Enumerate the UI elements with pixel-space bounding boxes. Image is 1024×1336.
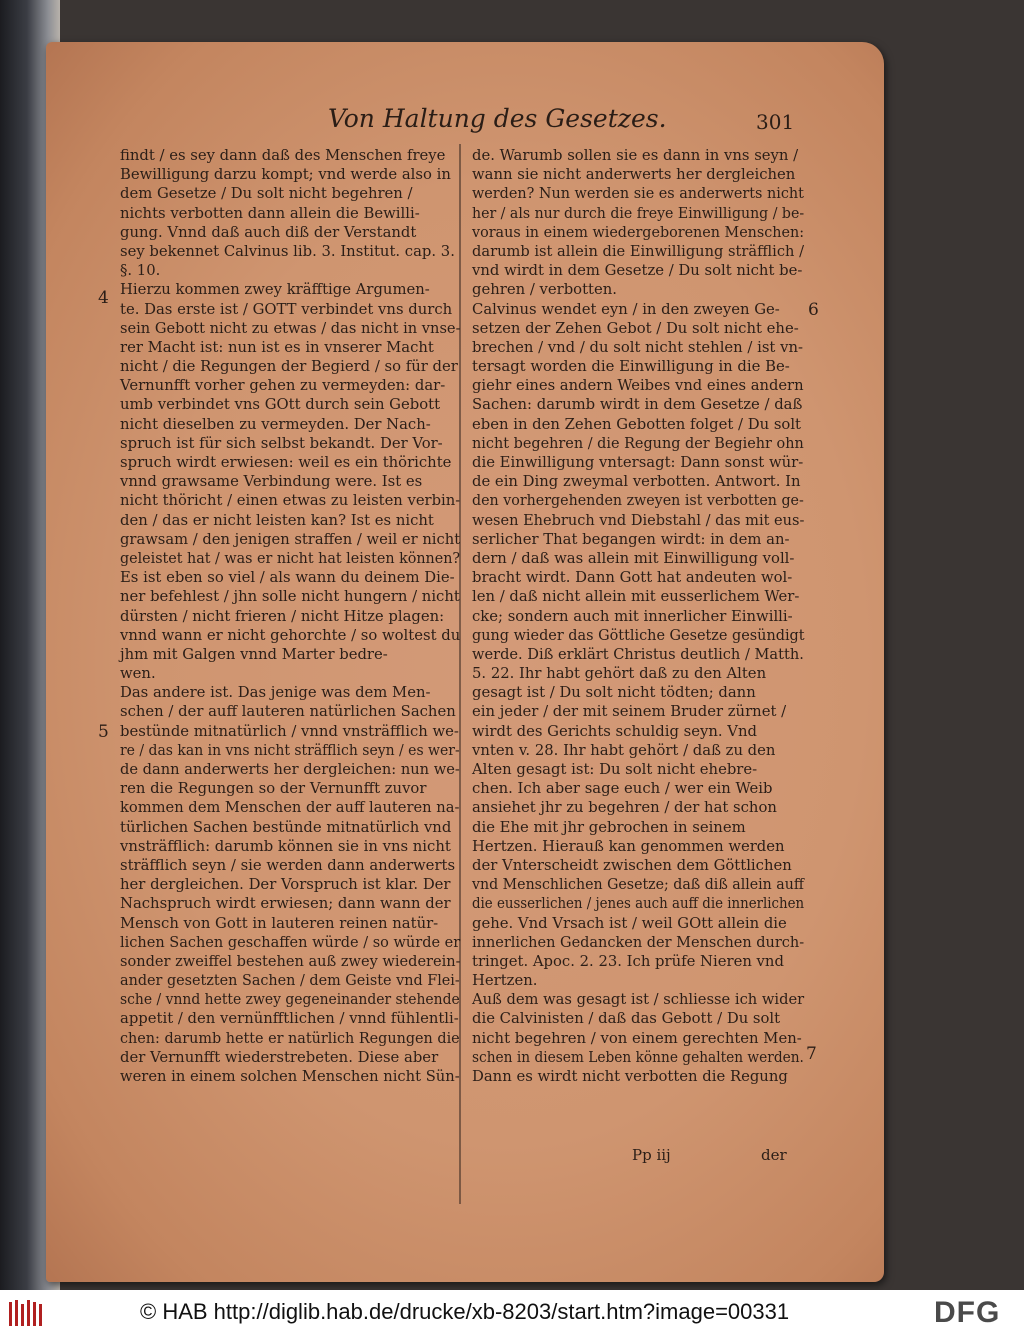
left-column-line: re / das kan in vns nicht sträfflich seyn / es wer- xyxy=(120,741,460,759)
right-column-line: Auß dem was gesagt ist / schliesse ich wider xyxy=(472,991,805,1009)
left-column-line: wen. xyxy=(120,665,156,683)
left-column-line: lichen Sachen geschaffen würde / so würde er xyxy=(120,933,461,951)
right-column-line: de. Warumb sollen sie es dann in vns seyn / xyxy=(472,147,799,164)
right-column-line: die Calvinisten / daß das Gebott / Du solt xyxy=(472,1010,781,1028)
right-column-line: schen in diesem Leben könne gehalten werden. xyxy=(472,1048,804,1066)
right-column-line: serlicher That begangen wirdt: in dem an- xyxy=(472,530,790,548)
right-column-line: gehren / verbotten. xyxy=(472,281,617,299)
left-column-line: jhm mit Galgen vnnd Marter bedre- xyxy=(120,645,388,663)
right-text-column xyxy=(472,146,804,1086)
left-column-line: Es ist eben so viel / als wann du deinem Die- xyxy=(120,569,455,587)
left-column-line: spruch ist für sich selbst bekandt. Der Vor- xyxy=(120,434,443,452)
left-column-line: de dann anderwerts her dergleichen: nun we- xyxy=(120,761,460,778)
left-column-line: sträfflich seyn / sie werden dann anderwerts xyxy=(120,856,456,874)
left-column-line: der Vernunfft wiederstrebeten. Diese aber xyxy=(120,1048,439,1066)
running-title: Von Haltung des Gesetzes. xyxy=(328,104,667,133)
left-column-line: ner befehlest / jhn solle nicht hungern / nicht xyxy=(120,588,460,606)
right-column-line: werde. Diß erklärt Christus deutlich / Matth. xyxy=(472,645,804,663)
left-column-line: §. 10. xyxy=(120,262,161,280)
left-column-line: nicht thöricht / einen etwas zu leisten verbin- xyxy=(120,492,461,510)
left-column-line: chen: darumb hette er natürlich Regungen die xyxy=(120,1029,460,1047)
right-column-line: der Vnterscheidt zwischen dem Göttlichen xyxy=(472,856,792,874)
page-header xyxy=(46,102,884,142)
left-column-line: den / das er nicht leisten kan? Ist es nicht xyxy=(120,511,434,529)
left-column-line: grawsam / den jenigen straffen / weil er nicht xyxy=(120,530,461,548)
left-column-line: Nachspruch wirdt erwiesen; dann wann der xyxy=(120,895,451,913)
right-column-line: wirdt des Gerichts schuldig seyn. Vnd xyxy=(472,722,757,740)
left-column-line: te. Das erste ist / GOTT verbindet vns durch xyxy=(120,300,453,318)
left-column-line: sey bekennet Calvinus lib. 3. Institut. cap. 3. xyxy=(120,242,455,260)
hab-logo-icon xyxy=(6,1296,46,1330)
left-column-line: ren die Regungen so der Vernunfft zuvor xyxy=(120,780,427,798)
left-column-line: vnnd wann er nicht gehorchte / so woltest du xyxy=(120,626,461,644)
left-column-line: gung. Vnnd daß auch diß der Verstandt xyxy=(120,223,417,241)
left-column-line: dürsten / nicht frieren / nicht Hitze plagen: xyxy=(120,607,445,625)
dfg-logo: DFG xyxy=(934,1296,1001,1329)
right-column-line: de ein Ding zweymal verbotten. Antwort. In xyxy=(472,473,801,491)
left-column-line: nichts verbotten dann allein die Bewilli- xyxy=(120,204,420,222)
margin-number-7: 7 xyxy=(806,1044,817,1064)
right-column-line: cke; sondern auch mit innerlicher Einwilli- xyxy=(472,607,793,625)
left-column-line: nicht / die Regungen der Begierd / so für der xyxy=(120,358,458,376)
left-column-line: her dergleichen. Der Vorspruch ist klar. Der xyxy=(120,876,451,894)
right-column-line: vnten v. 28. Ihr habt gehört / daß zu den xyxy=(472,741,776,759)
right-column-line: vnd wirdt in dem Gesetze / Du solt nicht be- xyxy=(472,262,803,280)
left-column-line: Vernunfft vorher gehen zu vermeyden: dar- xyxy=(120,377,446,395)
signature-mark: Pp iij xyxy=(632,1146,671,1164)
right-column-line: bracht wirdt. Dann Gott hat andeuten wol- xyxy=(472,569,793,587)
left-column-line: Das andere ist. Das jenige was dem Men- xyxy=(120,684,431,702)
left-column-line: sonder zweiffel bestehen auß zwey wiederein- xyxy=(120,952,461,970)
right-column-line: dern / daß was allein mit Einwilligung voll- xyxy=(472,549,795,567)
right-column-line: die Ehe mit jhr gebrochen in seinem xyxy=(472,818,746,836)
right-column-line: gehe. Vnd Vrsach ist / weil GOtt allein die xyxy=(472,914,787,932)
margin-number-5: 5 xyxy=(98,722,109,742)
left-column-line: dem Gesetze / Du solt nicht begehren / xyxy=(120,185,413,203)
right-column-line: gesagt ist / Du solt nicht tödten; dann xyxy=(472,684,756,702)
right-column-line: darumb ist allein die Einwilligung sträfflich / xyxy=(472,242,805,260)
margin-number-6: 6 xyxy=(808,300,819,320)
left-column-line: sche / vnnd hette zwey gegeneinander stehende xyxy=(120,991,460,1009)
left-column-line: Mensch von Gott in lauteren reinen natür- xyxy=(120,914,439,932)
right-column-line: die Einwilligung vntersagt: Dann sonst wür- xyxy=(472,454,804,471)
left-column-line: weren in einem solchen Menschen nicht Sün- xyxy=(120,1068,460,1085)
left-column-line: vnsträfflich: darumb können sie in vns nicht xyxy=(120,837,451,855)
right-column-line: setzen der Zehen Gebot / Du solt nicht ehe- xyxy=(472,319,799,337)
right-column-line: den vorhergehenden zweyen ist verbotten ge- xyxy=(472,492,804,510)
left-column-line: spruch wirdt erwiesen: weil es ein thörichte xyxy=(120,454,452,471)
right-column-line: ein jeder / der mit seinem Bruder zürnet / xyxy=(472,703,787,721)
left-column-line: appetit / den vernünfftlichen / vnnd fühlentli- xyxy=(120,1010,459,1028)
left-text-column xyxy=(120,146,460,1086)
right-column-line: innerlichen Gedancken der Menschen durch- xyxy=(472,933,805,951)
right-column-line: tringet. Apoc. 2. 23. Ich prüfe Nieren vnd xyxy=(472,952,784,970)
left-column-line: umb verbindet vns GOtt durch sein Gebott xyxy=(120,396,441,414)
right-column-line: wann sie nicht anderwerts her dergleichen xyxy=(472,166,796,184)
right-column-line: Alten gesagt ist: Du solt nicht ehebre- xyxy=(472,761,758,778)
book-page xyxy=(46,42,884,1282)
left-column-line: rer Macht ist: nun ist es in vnserer Macht xyxy=(120,338,434,356)
left-column-line: Hierzu kommen zwey kräfftige Argumen- xyxy=(120,281,430,299)
left-column-line: schen / der auff lauteren natürlichen Sachen xyxy=(120,703,456,721)
right-column-line: werden? Nun werden sie es anderwerts nicht xyxy=(472,185,804,203)
right-column-line: ansiehet jhr zu begehren / der hat schon xyxy=(472,799,777,817)
right-column-line: chen. Ich aber sage euch / wer ein Weib xyxy=(472,780,773,798)
footer-bar xyxy=(0,1290,1024,1336)
copyright-link[interactable]: © HAB http://diglib.hab.de/drucke/xb-8203/start.htm?image=00331 xyxy=(140,1299,790,1324)
right-column-line: len / daß nicht allein mit eusserlichem Wer- xyxy=(472,588,800,606)
right-column-line: eben in den Zehen Gebotten folget / Du solt xyxy=(472,415,802,433)
left-column-line: sein Gebott nicht zu etwas / das nicht in vnse- xyxy=(120,319,461,337)
right-column-line: tersagt worden die Einwilligung in die Be- xyxy=(472,358,790,376)
right-column-line: nicht begehren / von einem gerechten Men- xyxy=(472,1029,802,1047)
left-column-line: nicht dieselben zu vermeyden. Der Nach- xyxy=(120,415,431,433)
right-column-line: voraus in einem wiedergeborenen Menschen: xyxy=(472,223,805,241)
right-column-line: nicht begehren / die Regung der Begiehr ohn xyxy=(472,434,804,452)
left-column-line: kommen dem Menschen der auff lauteren na- xyxy=(120,799,460,817)
right-column-line: die eusserlichen / jenes auch auff die innerlichen xyxy=(472,895,805,913)
right-column-line: wesen Ehebruch vnd Diebstahl / das mit eus- xyxy=(472,511,805,529)
left-column-line: geleistet hat / was er nicht hat leisten können? xyxy=(120,549,461,567)
right-column-line: brechen / vnd / du solt nicht stehlen / ist vn- xyxy=(472,338,803,356)
right-column-line: gung wieder das Göttliche Gesetze gesündigt xyxy=(472,626,805,644)
left-column-line: findt / es sey dann daß des Menschen freye xyxy=(120,147,446,164)
page-number: 301 xyxy=(756,110,795,134)
right-column-line: 5. 22. Ihr habt gehört daß zu den Alten xyxy=(472,665,767,683)
left-column-line: ander gesetzten Sachen / dem Geiste vnd Flei- xyxy=(120,972,460,990)
left-column-line: Bewilligung darzu kompt; vnd werde also in xyxy=(120,166,451,184)
right-column-line: her / als nur durch die freye Einwilligung / be- xyxy=(472,204,805,222)
right-column-line: vnd Menschlichen Gesetze; daß diß allein auff xyxy=(472,876,804,894)
right-column-line: Calvinus wendet eyn / in den zweyen Ge- xyxy=(472,300,780,318)
left-column-line: türlichen Sachen bestünde mitnatürlich vnd xyxy=(120,818,452,836)
right-column-line: Hertzen. xyxy=(472,972,538,990)
catchword: der xyxy=(761,1146,787,1164)
right-column-line: Hertzen. Hierauß kan genommen werden xyxy=(472,837,785,855)
left-column-line: vnnd grawsame Verbindung were. Ist es xyxy=(120,473,423,491)
margin-number-4: 4 xyxy=(98,288,109,308)
right-column-line: Sachen: darumb wirdt in dem Gesetze / daß xyxy=(472,396,803,414)
left-column-line: bestünde mitnatürlich / vnnd vnsträfflich we- xyxy=(120,722,459,740)
right-column-line: Dann es wirdt nicht verbotten die Regung xyxy=(472,1068,788,1085)
right-column-line: giehr eines andern Weibes vnd eines andern xyxy=(472,377,804,395)
